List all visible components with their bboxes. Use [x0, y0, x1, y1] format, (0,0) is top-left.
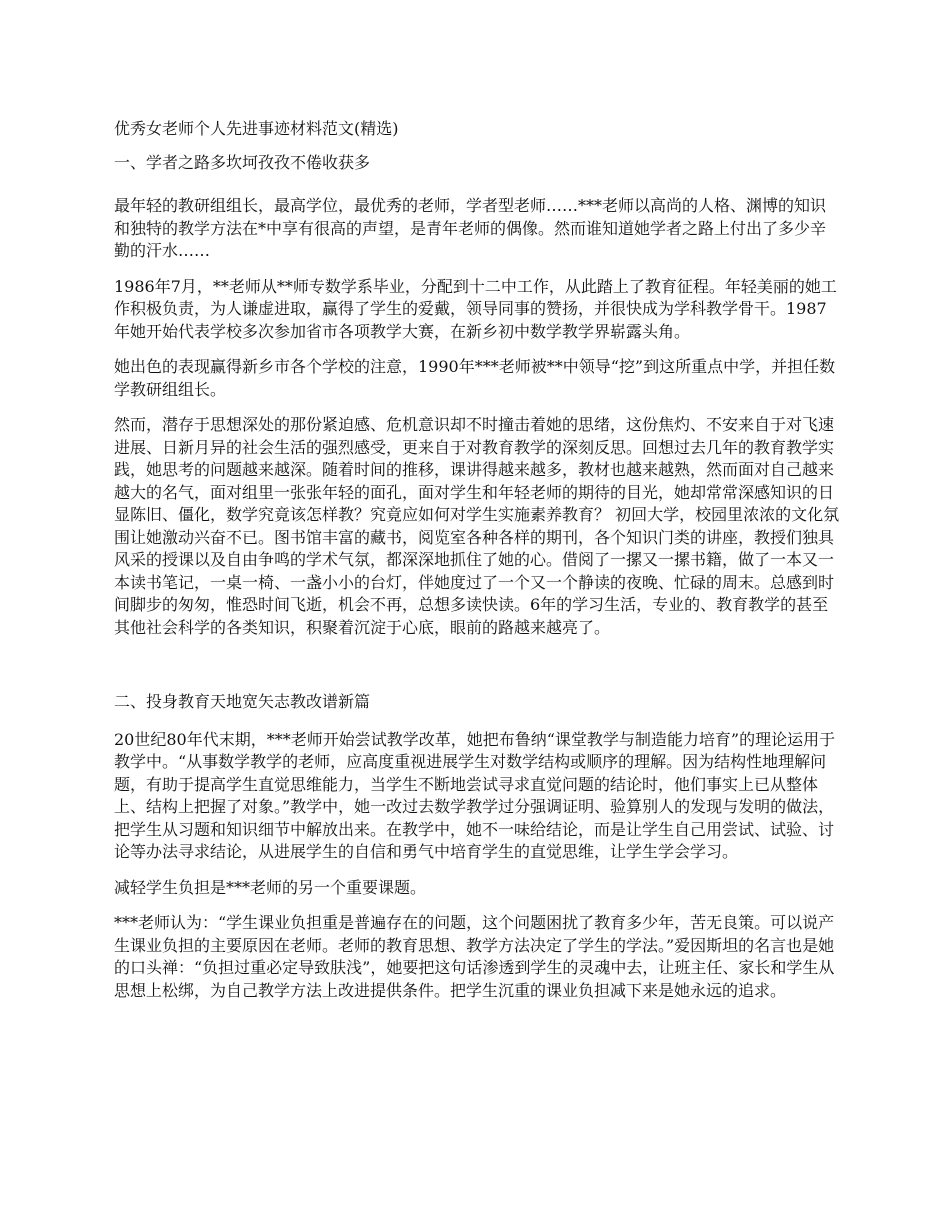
document-page	[114, 118, 840, 1002]
paragraph-1: 最年轻的教研组组长，最高学位，最优秀的老师，学者型老师……***老师以高尚的人格、渊博的知识和独特的教学方法在*中享有很高的声望，是青年老师的偶像。然而谁知道她学者之路上付出了多少辛勤的汗水……	[114, 196, 827, 260]
section-heading-2: 二、投身教育天地宽矢志教改谱新篇	[114, 692, 371, 711]
paragraph-2: 1986年7月，**老师从**师专数学系毕业，分配到十二中工作，从此踏上了教育征程。年轻美丽的她工作积极负责，为人谦虚进取，赢得了学生的爱戴，领导同事的赞扬，并很快成为学科教学骨干。1987年她开始代表学校多次参加省市各项教学大赛，在新乡初中数学教学界崭露头角。	[114, 276, 837, 341]
paragraph-3: 她出色的表现赢得新乡市各个学校的注意，1990年***老师被**中领导“挖”到这所重点中学，并担任数学教研组组长。	[114, 357, 836, 399]
paragraph-7: ***老师认为：“学生课业负担重是普遍存在的问题，这个问题困扰了教育多少年，苦无良策。可以说产生课业负担的主要原因在老师。老师的教育思想、教学方法决定了学生的学法。”爱因斯坦的名言也是她的口头禅：“负担过重必定导致肤浅”，她要把这句话渗透到学生的灵魂中去，让班主任、家长和学生从思想上松绑，为自己教学方法上改进提供条件。把学生沉重的课业负担减下来是她永远的追求。	[114, 913, 835, 1000]
document-title: 优秀女老师个人先进事迹材料范文(精选)	[114, 119, 399, 138]
paragraph-5: 20世纪80年代末期，***老师开始尝试教学改革，她把布鲁纳“课堂教学与制造能力培育”的理论运用于教学中。“从事数学教学的老师，应高度重视进展学生对数学结构或顺序的理解。因为结构性地理解问题，有助于提高学生直觉思维能力，当学生不断地尝试寻求直觉问题的结论时，他们事实上已从整体上、结构上把握了对象。”教学中，她一改过去数学教学过分强调证明、验算别人的发现与发明的做法，把学生从习题和知识细节中解放出来。在教学中，她不一味给结论，而是让学生自己用尝试、试验、讨论等办法寻求结论，从进展学生的自信和勇气中培育学生的直觉思维，让学生学会学习。	[114, 729, 836, 861]
paragraph-6: 减轻学生负担是***老师的另一个重要课题。	[114, 877, 427, 897]
section-heading-1: 一、学者之路多坎坷孜孜不倦收获多	[114, 152, 371, 172]
paragraph-4: 然而，潜存于思想深处的那份紧迫感、危机意识却不时撞击着她的思绪，这份焦灼、不安来自于对飞速进展、日新月异的社会生活的强烈感受，更来自于对教育教学的深刻反思。回想过去几年的教育教学实践，她思考的问题越来越深。随着时间的推移，课讲得越来越多，教材也越来越熟，然而面对自己越来越大的名气，面对组里一张张年轻的面孔，面对学生和年轻老师的期待的目光，她却常常深感知识的日显陈旧、僵化，数学究竟该怎样教？究竟应如何对学生实施素养教育？ 初回大学，校园里浓浓的文化氛围让她激动兴奋不已。图书馆丰富的藏书，阅览室各种各样的期刊，各个知识门类的讲座，教授们独具风采的授课以及自由争鸣的学术气氛，都深深地抓住了她的心。借阅了一摞又一摞书籍，做了一本又一本读书笔记，一桌一椅、一盏小小的台灯，伴她度过了一个又一个静读的夜晚、忙碌的周末。总感到时间脚步的匆匆，惟恐时间飞逝，机会不再，总想多读快读。6年的学习生活，专业的、教育教学的甚至其他社会科学的各类知识，积聚着沉淀于心底，眼前的路越来越亮了。	[114, 415, 840, 637]
